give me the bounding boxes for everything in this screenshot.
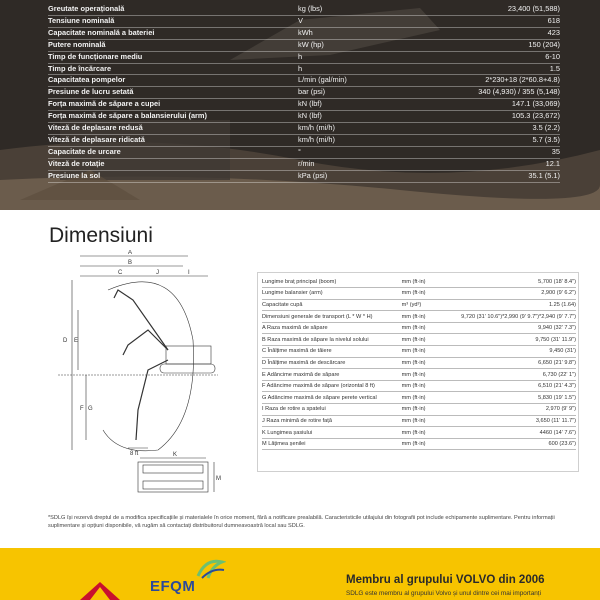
spec-row — [48, 134, 560, 146]
spec-label: Tensiune nominală — [48, 15, 115, 25]
spec-unit: bar (psi) — [298, 87, 326, 97]
spec-unit: kN (lbf) — [298, 99, 322, 109]
section-title: Dimensiuni — [49, 224, 153, 247]
spec-value: 5.7 (3.5) — [532, 134, 560, 144]
spec-label: Putere nominală — [48, 39, 106, 49]
dimension-row — [262, 369, 576, 381]
diagram-label-g: G — [88, 406, 93, 412]
boom-digging — [136, 360, 168, 440]
spec-unit: km/h (mi/h) — [298, 123, 335, 133]
spec-label: Timp de încărcare — [48, 63, 112, 73]
dimension-value: 9,720 (31' 10.6")*2,990 (9' 9.7")*2,940 (9' 7.7") — [461, 311, 576, 323]
dimension-unit: mm (ft·in) — [402, 392, 461, 404]
spec-value: 1.5 — [549, 63, 560, 73]
spec-unit: kW (hp) — [298, 39, 324, 49]
spec-value: 35.1 (5.1) — [528, 170, 560, 180]
diagram-label-j: J — [156, 270, 159, 276]
dimension-label: Lungime balansier (arm) — [262, 288, 402, 300]
diagram-label-b: B — [128, 260, 133, 266]
dimension-row — [262, 311, 576, 323]
spec-value: 423 — [547, 27, 560, 37]
spec-unit: kg (lbs) — [298, 4, 323, 13]
dimension-value: 2,970 (9' 9") — [461, 404, 576, 416]
dimension-row — [262, 438, 576, 450]
spec-unit: h — [298, 63, 303, 73]
excavator-track — [160, 364, 215, 373]
dimension-value: 9,940 (32' 7.3") — [461, 322, 576, 334]
dimension-label: M Lățimea șenilei — [262, 438, 402, 450]
dimension-label: C Înălțime maximă de tăiere — [262, 346, 402, 358]
dimension-row — [262, 276, 576, 288]
dimension-value: 4460 (14' 7.6") — [461, 427, 576, 439]
dimension-label: D Înălțime maximă de descărcare — [262, 357, 402, 369]
dimension-unit: m³ (yd³) — [402, 299, 461, 311]
dimension-label: E Adâncime maximă de săpare — [262, 369, 402, 381]
spec-row — [48, 158, 560, 170]
dimension-label: I Raza de rotire a spatelui — [262, 404, 402, 416]
spec-label: Capacitate de urcare — [48, 146, 121, 156]
spec-value: 12.1 — [545, 158, 560, 168]
dimension-value: 5,700 (18' 8.4") — [461, 276, 576, 288]
volvo-membership-title: Membru al grupului VOLVO din 2006 — [346, 574, 545, 586]
reach-arc — [103, 282, 194, 451]
dimension-row — [262, 380, 576, 392]
diagram-label-e: E — [74, 338, 79, 344]
dimension-row — [262, 427, 576, 439]
spec-row — [48, 15, 560, 27]
dimension-label: A Raza maximă de săpare — [262, 322, 402, 334]
dimension-unit: mm (ft·in) — [402, 369, 461, 381]
spec-row — [48, 87, 560, 99]
dimension-unit: mm (ft·in) — [402, 438, 461, 450]
spec-label: Viteză de rotație — [48, 158, 105, 168]
spec-unit: r/min — [298, 158, 315, 168]
track-plan-upper — [143, 465, 203, 473]
track-plan-lower — [143, 481, 203, 489]
diagram-label-c: C — [118, 270, 123, 276]
company-logo — [80, 582, 120, 600]
boom-mid — [123, 330, 168, 355]
dimension-label: J Raza minimă de rotire față — [262, 415, 402, 427]
dimension-label: Lungime braț principal (boom) — [262, 276, 402, 288]
spec-unit: L/min (gal/min) — [298, 75, 347, 85]
diagram-label-8ft: 8 ft — [130, 451, 139, 457]
dimension-row — [262, 392, 576, 404]
spec-label: Greutate operațională — [48, 4, 125, 13]
spec-value: 147.1 (33,069) — [511, 99, 560, 109]
dimension-row — [262, 288, 576, 300]
spec-value: 105.3 (23,672) — [511, 111, 560, 121]
dimension-value: 6,650 (21' 9.8") — [461, 357, 576, 369]
spec-row — [48, 51, 560, 63]
diagram-label-d: D — [63, 338, 68, 344]
dimension-unit: mm (ft·in) — [402, 346, 461, 358]
track-plan-view — [138, 462, 208, 492]
hero-photo-section — [0, 0, 600, 210]
spec-value: 35 — [551, 146, 560, 156]
dimension-value: 5,830 (19' 1.5") — [461, 392, 576, 404]
spec-unit: kN (lbf) — [298, 111, 322, 121]
efqm-logo — [150, 578, 195, 596]
spec-unit: kWh — [298, 27, 313, 37]
spec-label: Presiune la sol — [48, 170, 101, 180]
spec-value: 2*230+18 (2*60.8+4.8) — [485, 75, 560, 85]
spec-value: 6-10 — [545, 51, 560, 61]
dimension-value: 3,650 (11' 11.7") — [461, 415, 576, 427]
dimension-label: F Adâncime maximă de săpare (orizontal 8 ft) — [262, 380, 402, 392]
spec-label: Timp de funcționare mediu — [48, 51, 143, 61]
excavator-dimension-drawing — [48, 250, 226, 500]
dimension-unit: mm (ft·in) — [402, 380, 461, 392]
dimension-label: K Lungimea șasiului — [262, 427, 402, 439]
spec-unit: ° — [298, 146, 301, 156]
dimension-unit: mm (ft·in) — [402, 427, 461, 439]
boom-raised — [114, 290, 168, 350]
spec-unit: km/h (mi/h) — [298, 134, 335, 144]
dimension-value: 9,750 (31' 11.9") — [461, 334, 576, 346]
spec-label: Presiune de lucru setată — [48, 87, 134, 97]
spec-unit: h — [298, 51, 303, 61]
dimension-unit: mm (ft·in) — [402, 357, 461, 369]
spec-row — [48, 75, 560, 87]
dimension-row — [262, 334, 576, 346]
spec-row — [48, 4, 560, 15]
dimension-label: B Raza maximă de săpare la nivelul solului — [262, 334, 402, 346]
spec-row — [48, 123, 560, 135]
dimension-unit: mm (ft·in) — [402, 322, 461, 334]
dimension-value: 1.25 (1.64) — [461, 299, 576, 311]
diagram-label-a: A — [128, 250, 133, 256]
spec-value: 618 — [547, 15, 560, 25]
dimension-row — [262, 299, 576, 311]
spec-row — [48, 99, 560, 111]
dimension-value: 9,450 (31') — [461, 346, 576, 358]
diagram-label-f: F — [80, 406, 84, 412]
dimension-value: 6,730 (22' 1") — [461, 369, 576, 381]
spec-table — [48, 4, 560, 183]
dimension-value: 6,510 (21' 4.3") — [461, 380, 576, 392]
volvo-membership-subtitle: SDLG este membru al grupului Volvo și unul dintre cei mai importanți — [346, 590, 542, 597]
dimensions-table — [262, 276, 576, 450]
dimension-unit: mm (ft·in) — [402, 311, 461, 323]
dimension-row — [262, 346, 576, 358]
spec-unit: V — [298, 15, 303, 25]
dimension-value: 600 (23.6") — [461, 438, 576, 450]
spec-value: 340 (4,930) / 355 (5,148) — [478, 87, 560, 97]
spec-unit: kPa (psi) — [298, 170, 328, 180]
efqm-text: EFQM — [150, 578, 196, 595]
spec-row — [48, 63, 560, 75]
spec-value: 23,400 (51,588) — [507, 4, 560, 13]
dimension-unit: mm (ft·in) — [402, 334, 461, 346]
spec-value: 3.5 (2.2) — [532, 123, 560, 133]
diagram-label-m: M — [216, 476, 221, 482]
efqm-swirl-icon — [196, 556, 226, 582]
spec-value: 150 (204) — [528, 39, 560, 49]
dimension-row — [262, 322, 576, 334]
dimension-label: Dimensiuni generale de transport (L * W * H) — [262, 311, 402, 323]
disclaimer-footnote: *SDLG își rezervă dreptul de a modifica specificațiile și materialele în orice moment, fără a notificare prealabilă. Caracteristicile utilajului din fotografii pot include echipamente suplimentare. Pentru informații suplimentare și opțiuni disponibile, vă rugăm să contactați distribuitorul dumneavoastră local sau SDLG. — [48, 515, 555, 530]
spec-row — [48, 27, 560, 39]
spec-row — [48, 39, 560, 51]
dimension-row — [262, 357, 576, 369]
spec-label: Capacitatea pompelor — [48, 75, 126, 85]
dimension-value: 2,900 (9' 6.2") — [461, 288, 576, 300]
dimension-unit: mm (ft·in) — [402, 415, 461, 427]
dimension-label: Capacitate cupă — [262, 299, 402, 311]
diagram-label-k: K — [173, 452, 178, 458]
dimension-unit: mm (ft·in) — [402, 404, 461, 416]
excavator-body — [166, 346, 211, 364]
dimension-label: G Adâncime maximă de săpare perete vertical — [262, 392, 402, 404]
spec-row — [48, 111, 560, 123]
spec-label: Capacitate nominală a bateriei — [48, 27, 155, 37]
spec-label: Forța maximă de săpare a balansierului (arm) — [48, 111, 207, 121]
spec-row — [48, 170, 560, 182]
dimension-unit: mm (ft·in) — [402, 276, 461, 288]
spec-label: Viteză de deplasare redusă — [48, 123, 143, 133]
spec-row — [48, 146, 560, 158]
dimension-row — [262, 404, 576, 416]
diagram-label-i: I — [188, 270, 190, 276]
dimension-row — [262, 415, 576, 427]
spec-label: Viteză de deplasare ridicată — [48, 134, 145, 144]
dimension-unit: mm (ft·in) — [402, 288, 461, 300]
spec-label: Forța maximă de săpare a cupei — [48, 99, 161, 109]
